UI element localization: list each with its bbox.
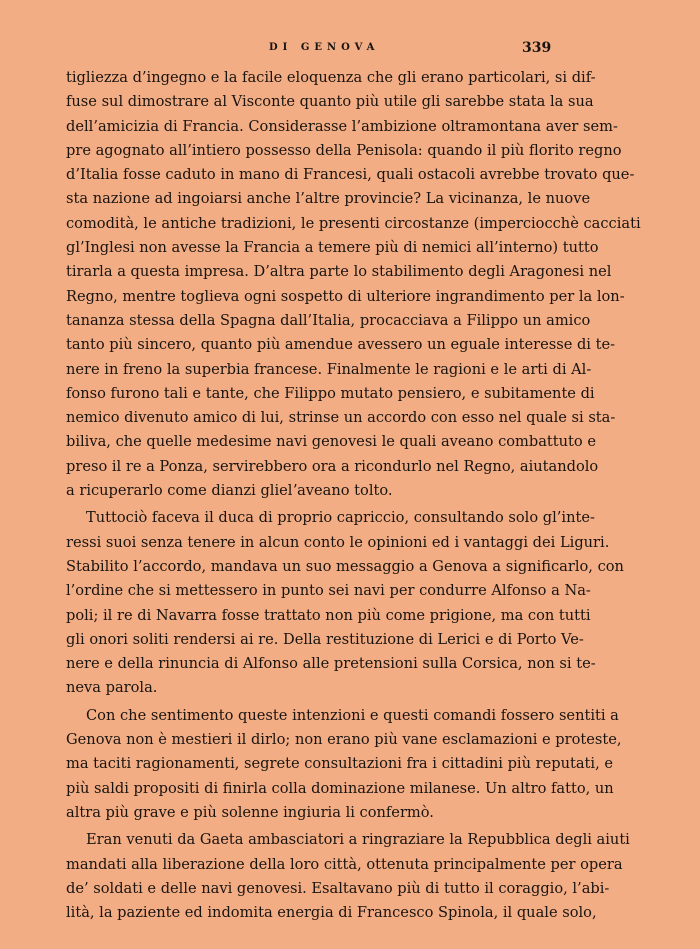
paragraph (66, 66, 641, 503)
text-line: dell’amicizia di Francia. Considerasse l’ambizione oltramontana aver sem- (66, 117, 618, 135)
text-line: a ricuperarlo come dianzi glielʼaveano tolto. (66, 482, 393, 500)
running-header (0, 40, 700, 60)
text-line: ma taciti ragionamenti, segrete consultazioni fra i cittadini più reputati, e (66, 755, 613, 773)
text-line: tirarla a questa impresa. D’altra parte lo stabilimento degli Aragonesi nel (66, 263, 612, 281)
text-line: mandati alla liberazione della loro città, ottenuta principalmente per opera (66, 855, 623, 873)
text-line: gli onori soliti rendersi ai re. Della restituzione di Lerici e di Porto Ve- (66, 630, 584, 648)
paragraph (66, 506, 624, 700)
text-line: poli; il re di Navarra fosse trattato non più come prigione, ma con tutti (66, 606, 591, 624)
text-line: ressi suoi senza tenere in alcun conto le opinioni ed i vantaggi dei Liguri. (66, 533, 610, 551)
paragraph (66, 828, 630, 925)
page-number: 339 (522, 40, 552, 56)
text-line: altra più grave e più solenne ingiuria li confermò. (66, 803, 434, 821)
text-line: nere e della rinuncia di Alfonso alle pretensioni sulla Corsica, non si te- (66, 655, 596, 673)
running-title: DI GENOVA (269, 42, 380, 53)
text-line: sta nazione ad ingoiarsi anche l’altre provincie? La vicinanza, le nuove (66, 190, 591, 208)
paragraph (66, 704, 622, 825)
text-line: de’ soldati e delle navi genovesi. Esaltavano più di tutto il coraggio, l’abi- (66, 879, 610, 897)
text-line: neva parola. (66, 679, 158, 697)
text-line: comodità, le antiche tradizioni, le presenti circostanze (imperciocchè cacciati (66, 214, 641, 232)
text-line: pre agognato all’intiero possesso della Penisola: quando il più florito regno (66, 141, 622, 159)
text-line: d’Italia fosse caduto in mano di Francesi, quali ostacoli avrebbe trovato que- (66, 166, 635, 184)
text-line: nemico divenuto amico di lui, strinse un accordo con esso nel quale si sta- (66, 409, 616, 427)
text-line: Tuttociò faceva il duca di proprio capriccio, consultando solo gl’inte- (86, 509, 595, 527)
text-line: tanto più sincero, quanto più amendue avessero un eguale interesse di te- (66, 336, 616, 354)
text-line: tananza stessa della Spagna dall’Italia, procacciava a Filippo un amico (66, 311, 591, 329)
text-line: Eran venuti da Gaeta ambasciatori a ringraziare la Repubblica degli aiuti (86, 831, 630, 849)
text-line: tigliezza d’ingegno e la facile eloquenza che gli erano particolari, si dif- (66, 69, 596, 86)
text-line: nere in freno la superbia francese. Finalmente le ragioni e le arti di Al- (66, 360, 592, 378)
text-line: preso il re a Ponza, servirebbero ora a ricondurlo nel Regno, aiutandolo (66, 457, 599, 475)
text-line: più saldi propositi di finirla colla dominazione milanese. Un altro fatto, un (66, 779, 614, 797)
text-line: fonso furono tali e tante, che Filippo mutato pensiero, e subitamente di (66, 384, 595, 402)
text-line: biliva, che quelle medesime navi genovesi le quali aveano combattuto e (66, 433, 596, 451)
text-line: Con che sentimento queste intenzioni e questi comandi fossero sentiti a (86, 706, 619, 724)
text-line: Regno, mentre toglieva ogni sospetto di ulteriore ingrandimento per la lon- (66, 287, 625, 305)
text-line: Genova non è mestieri il dirlo; non erano più vane esclamazioni e proteste, (66, 731, 622, 749)
text-line: l’ordine che si mettessero in punto sei navi per condurre Alfonso a Na- (66, 582, 591, 600)
text-line: lità, la paziente ed indomita energia di Francesco Spinola, il quale solo, (66, 904, 597, 922)
text-line: fuse sul dimostrare al Visconte quanto più utile gli sarebbe stata la sua (66, 93, 594, 111)
body-text (66, 66, 641, 925)
text-line: Stabilito l’accordo, mandava un suo messaggio a Genova a significarlo, con (66, 557, 624, 575)
text-line: gl’Inglesi non avesse la Francia a temere più di nemici all’interno) tutto (66, 239, 599, 257)
